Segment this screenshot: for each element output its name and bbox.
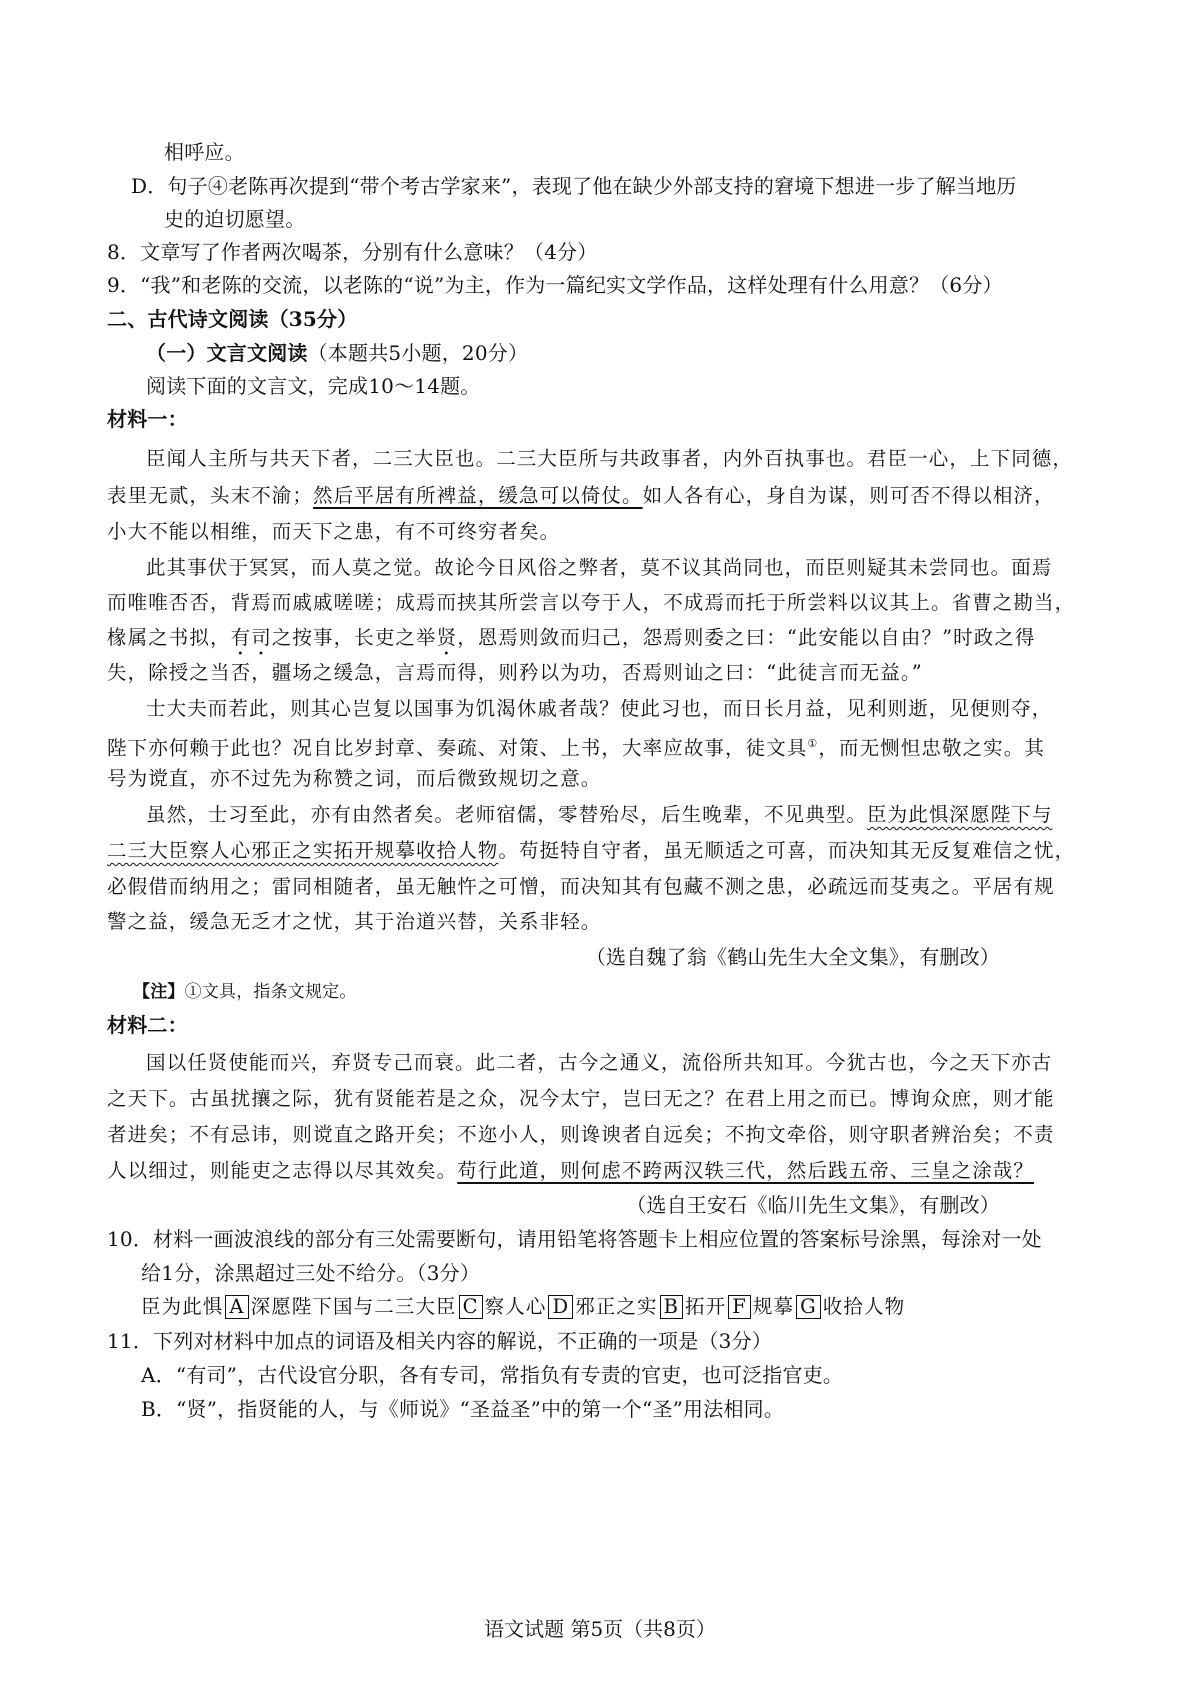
material-1-heading: 材料一： [107,407,188,431]
question-9: 9．“我”和老陈的交流，以老陈的“说”为主，作为一篇纪实文学作品，这样处理有什么用意？（6分） [107,273,1003,297]
q7-option-d: D．句子④老陈再次提到“带个考古学家来”，表现了他在缺少外部支持的窘境下想进一步了解当地历 [131,174,1017,198]
text-run: 之按事，长吏之举 [271,626,437,649]
subsection-note: （本题共5小题，20分） [307,341,529,365]
text-run: 虽然，士习至此，亦有由然者矣。老师宿儒，零替殆尽，后生晚辈，不见典型。 [146,803,868,826]
material-1-p1-line1: 臣闻人主所与共天下者，二三大臣也。二三大臣所与共政事者，内外百执事也。君臣一心，上下同德， [146,447,1074,470]
material-2-line3: 者进矣；不有忌讳，则谠直之路开矣；不迩小人，则谗谀者自远矣；不拘文牵俗，则守职者辨治矣；不责 [107,1123,1055,1146]
question-8: 8．文章写了作者两次喝茶，分别有什么意味？（4分） [107,240,598,264]
q7-option-c-tail: 相呼应。 [164,140,245,164]
text-run: 陛下亦何赖于此也？况自比岁封章、奏疏、对策、上书，大率应故事，徒文具 [107,736,808,760]
text-run: 。苟挺特自守者，虽无顺适之可喜，而决知其无反复难信之忧， [498,839,1076,862]
footnote [133,979,357,1005]
text-run: 察人心 [484,1295,547,1318]
material-1-p2-line2: 而唯唯否否，背焉而戚戚嗟嗟；成焉而挟其所尝言以夸于人，不成焉而托于所尝料以议其上。省曹之勘当， [107,591,1076,614]
dotted-term-youси: 有司 [230,626,272,649]
question-10-cont: 给1分，涂黑超过三处不给分。（3分） [141,1261,481,1285]
answer-box-b[interactable]: B [660,1295,683,1319]
note-label: 【注】 [133,982,185,1002]
material-1-p3-line1: 士大夫而若此，则其心岂复以国事为饥渴休戚者哉？使此习也，而日长月益，见利则逝，见便则夺， [146,697,1053,720]
material-1-p1-line2 [107,483,1055,509]
material-1-p4-line1 [146,802,1052,828]
material-1-p1-line3: 小大不能以相维，而天下之患，有不可终穷者矣。 [107,520,561,543]
q7-option-d-cont: 史的迫切愿望。 [164,207,306,231]
material-2-line2: 之天下。古虽扰攘之际，犹有贤能若是之众，况今太宁，岂曰无之？在君上用之而已。博询众庶，则才能 [107,1087,1055,1110]
question-11: 11．下列对材料中加点的词语及相关内容的解说，不正确的一项是（3分） [107,1329,772,1353]
text-run: 臣为此惧 [141,1295,224,1318]
text-run: 人以细过，则能吏之志得以尽其效矣。 [107,1159,458,1182]
text-run: 规摹 [752,1295,795,1318]
material-2-line4 [107,1158,1034,1184]
answer-box-d[interactable]: D [548,1295,573,1319]
material-2-source: （选自王安石《临川先生文集》，有删改） [626,1193,1000,1217]
section-heading: 二、古代诗文阅读（35分） [107,307,358,331]
material-1-p2-line1: 此其事伏于冥冥，而人莫之觉。故论今日风俗之弊者，莫不议其尚同也，而臣则疑其未尝同也。面焉 [146,556,1053,579]
underlined-sentence: 苟行此道，则何虑不跨两汉轶三代，然后践五帝、三皇之涂哉？ [457,1159,1035,1182]
answer-box-a[interactable]: A [225,1295,248,1319]
text-run: ，而无恻怛忠敬之实。其 [818,736,1045,760]
subsection-heading [146,340,528,366]
question-10-sentence [141,1294,905,1320]
material-1-p2-line4: 失，除授之当否，疆场之缓急，言焉而得，则矜以为功，否焉则讪之曰：“此徒言而无益。” [107,661,923,684]
question-11-option-b: B．“贤”，指贤能的人，与《师说》“圣益圣”中的第一个“圣”用法相同。 [141,1397,785,1421]
wavy-underlined-text: 二三大臣察人心邪正之实拓开规摹收拾人物 [107,839,499,862]
underlined-sentence: 然后平居有所裨益，缓急可以倚仗。 [313,484,643,507]
text-run: 邪正之实 [575,1295,658,1318]
material-1-p4-line3: 必假借而纳用之；雷同相随者，虽无触忤之可憎，而决知其有包藏不测之患，必疏远而芟夷之。平居有规 [107,875,1055,898]
footnote-marker: ① [807,737,819,750]
text-run: 椽属之书拟， [107,626,231,649]
material-1-p4-line4: 警之益，缓急无乏才之忧，其于治道兴替，关系非轻。 [107,910,602,933]
wavy-underlined-text: 臣为此惧深愿陛下与 [867,803,1053,826]
dotted-term-xian: 贤 [436,626,458,649]
text-run: 收拾人物 [822,1295,906,1318]
page-footer: 语文试题 第5页（共8页） [484,1617,716,1641]
text-run: 深愿陛下国与二三大臣 [250,1295,457,1318]
text-run: 表里无贰，头末不渝； [107,484,314,507]
note-text: ①文具，指条文规定。 [184,982,357,1002]
question-10: 10．材料一画波浪线的部分有三处需要断句，请用铅笔将答题卡上相应位置的答案标号涂黑，每涂对一处 [107,1227,1042,1251]
material-2-heading: 材料二： [107,1013,188,1037]
question-11-option-a: A．“有司”，古代设官分职，各有专司，常指负有专责的官吏，也可泛指官吏。 [141,1363,844,1387]
instructions: 阅读下面的文言文，完成10～14题。 [146,374,481,398]
material-1-p4-line2 [107,838,1075,864]
subsection-title: （一）文言文阅读 [146,341,308,365]
answer-box-f[interactable]: F [728,1295,751,1319]
material-1-p3-line3: 号为谠直，亦不过先为称赞之词，而后微致规切之意。 [107,767,602,790]
answer-box-g[interactable]: G [796,1295,821,1319]
material-1-p3-line2 [107,731,1045,762]
answer-box-c[interactable]: C [459,1295,483,1319]
text-run: 拓开 [685,1295,727,1318]
material-2-line1: 国以任贤使能而兴，弃贤专己而衰。此二者，古今之通义，流俗所共知耳。今犹古也，今之天下亦古 [146,1051,1053,1074]
text-run: ，恩焉则敛而归己，怨焉则委之曰：“此安能以自由？”时政之得 [457,626,1036,649]
material-1-p2-line3 [107,625,1036,660]
material-1-source: （选自魏了翁《鹤山先生大全文集》，有删改） [585,945,1000,969]
text-run: 如人各有心，身自为谋，则可否不得以相济， [642,484,1055,507]
